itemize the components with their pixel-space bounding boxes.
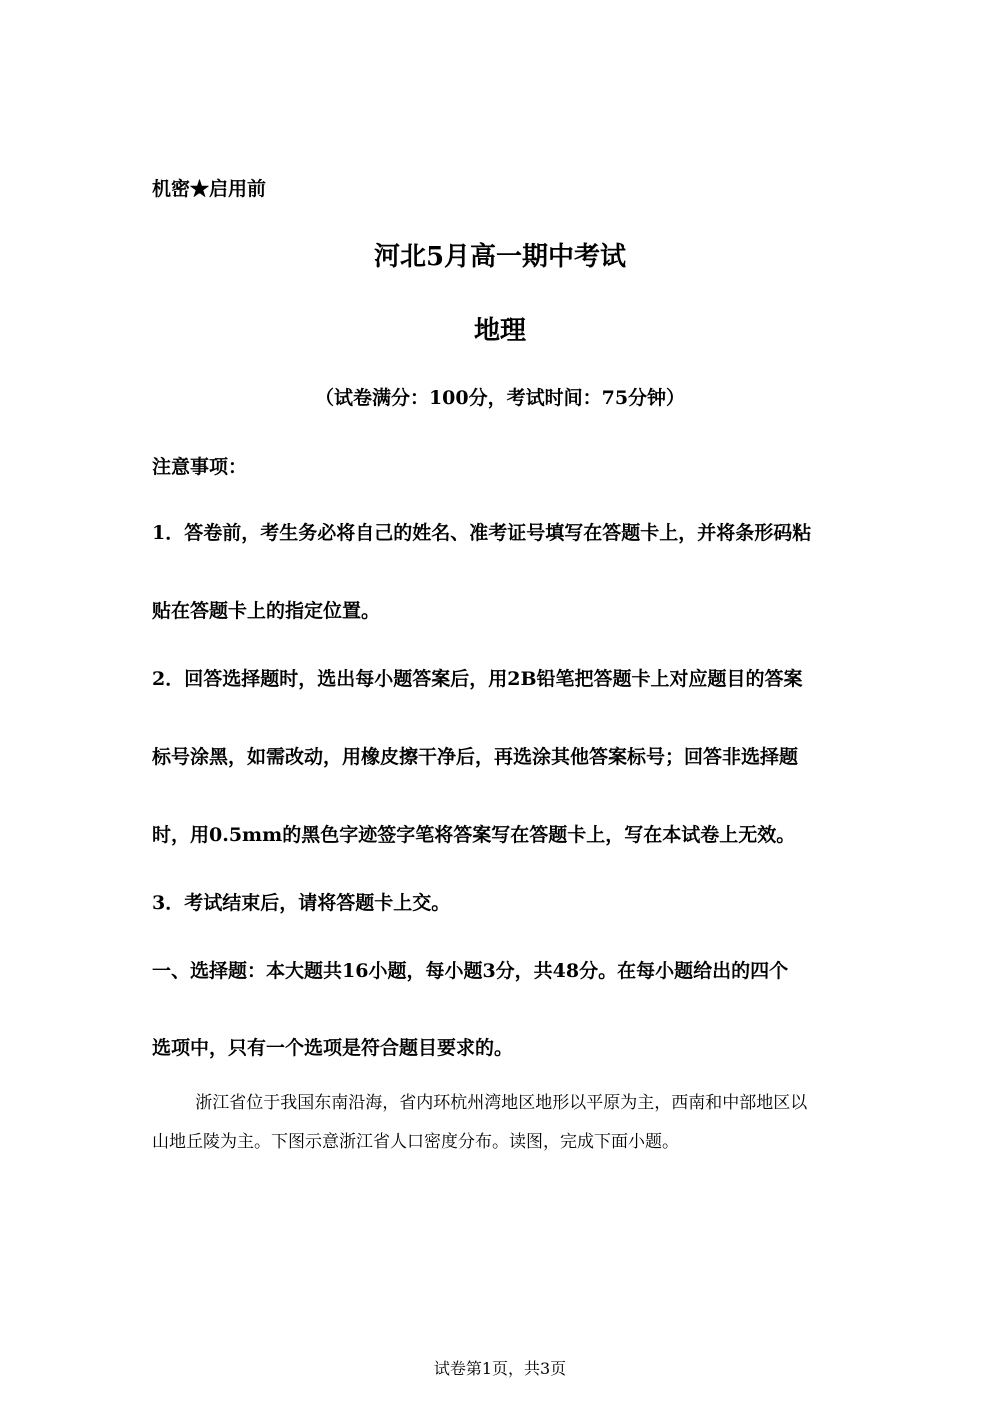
notice-heading: 注意事项： xyxy=(152,456,248,478)
notice-line: 3．考试结束后，请将答题卡上交。 xyxy=(152,892,451,914)
exam-title: 河北5月高一期中考试 xyxy=(373,242,627,272)
section-heading-line: 选项中，只有一个选项是符合题目要求的。 xyxy=(152,1037,514,1059)
passage-line: 浙江省位于我国东南沿海，省内环杭州湾地区地形以平原为主，西南和中部地区以 xyxy=(152,1093,808,1113)
notice-line: 贴在答题卡上的指定位置。 xyxy=(152,600,381,622)
exam-info: （试卷满分：100分，考试时间：75分钟） xyxy=(314,387,686,409)
section-heading-line: 一、选择题：本大题共16小题，每小题3分，共48分。在每小题给出的四个 xyxy=(152,960,789,982)
notice-line: 1．答卷前，考生务必将自己的姓名、准考证号填写在答题卡上，并将条形码粘 xyxy=(152,522,812,544)
secret-mark: 机密★启用前 xyxy=(152,178,267,200)
notice-line: 时，用0.5mm的黑色字迹签字笔将答案写在答题卡上，写在本试卷上无效。 xyxy=(152,824,796,846)
notice-line: 标号涂黑，如需改动，用橡皮擦干净后，再选涂其他答案标号；回答非选择题 xyxy=(152,746,799,768)
passage-line: 山地丘陵为主。下图示意浙江省人口密度分布。读图，完成下面小题。 xyxy=(152,1132,679,1152)
page-footer: 试卷第1页，共3页 xyxy=(433,1359,567,1378)
notice-line: 2．回答选择题时，选出每小题答案后，用2B铅笔把答题卡上对应题目的答案 xyxy=(152,668,803,690)
subject-title: 地理 xyxy=(473,316,526,346)
